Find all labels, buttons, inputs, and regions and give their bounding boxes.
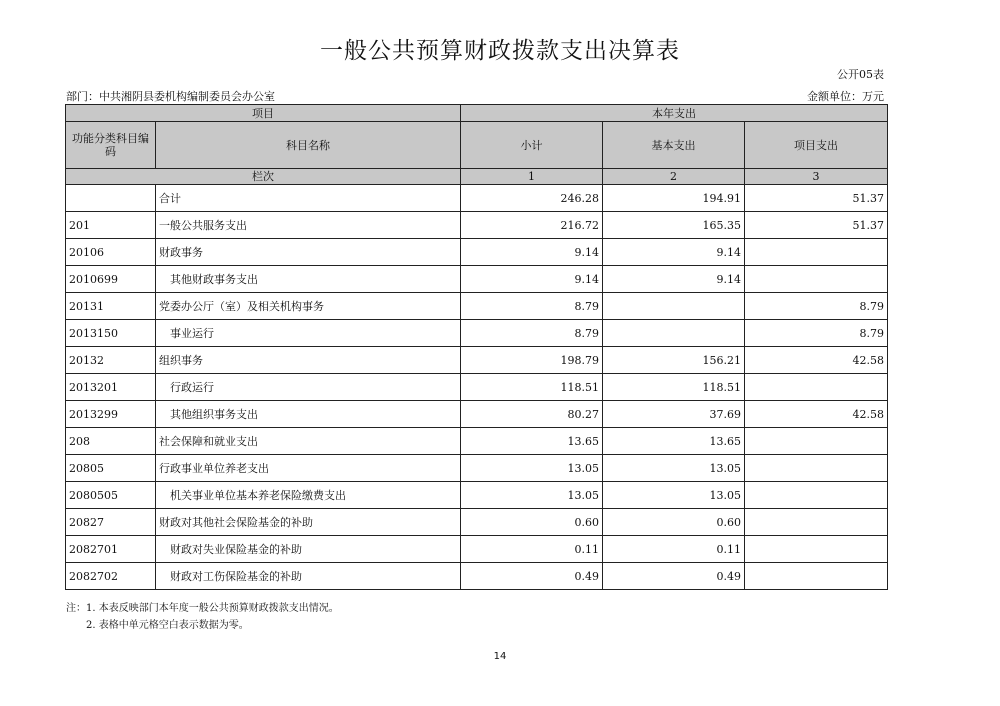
table-row — [66, 536, 888, 563]
cell-project: 51.37 — [745, 185, 888, 212]
cell-project — [745, 509, 888, 536]
cell-project — [745, 536, 888, 563]
cell-code: 20805 — [66, 455, 156, 482]
cell-project — [745, 266, 888, 293]
cell-name: 社会保障和就业支出 — [156, 428, 461, 455]
cell-project: 42.58 — [745, 347, 888, 374]
cell-basic: 13.05 — [603, 482, 745, 509]
cell-code: 2082701 — [66, 536, 156, 563]
cell-name: 事业运行 — [156, 320, 461, 347]
cell-code: 2082702 — [66, 563, 156, 590]
notes — [66, 600, 339, 634]
table-row — [66, 239, 888, 266]
note-1: 注：1. 本表反映部门本年度一般公共预算财政拨款支出情况。 — [66, 603, 339, 614]
page-number: 14 — [493, 651, 507, 662]
cell-project: 51.37 — [745, 212, 888, 239]
cell-name: 财政对其他社会保险基金的补助 — [156, 509, 461, 536]
cell-basic — [603, 293, 745, 320]
cell-subtotal: 13.05 — [461, 455, 603, 482]
cell-name: 组织事务 — [156, 347, 461, 374]
cell-basic: 0.49 — [603, 563, 745, 590]
table-row — [66, 293, 888, 320]
cell-project: 42.58 — [745, 401, 888, 428]
table-row — [66, 482, 888, 509]
table-row — [66, 428, 888, 455]
cell-basic: 37.69 — [603, 401, 745, 428]
cell-name: 其他财政事务支出 — [156, 266, 461, 293]
header-col-2: 2 — [603, 169, 745, 185]
table-row — [66, 563, 888, 590]
cell-name: 财政对工伤保险基金的补助 — [156, 563, 461, 590]
cell-code: 2013299 — [66, 401, 156, 428]
cell-basic: 0.60 — [603, 509, 745, 536]
cell-code: 20132 — [66, 347, 156, 374]
cell-code: 201 — [66, 212, 156, 239]
cell-subtotal: 0.11 — [461, 536, 603, 563]
cell-code: 2080505 — [66, 482, 156, 509]
cell-project — [745, 239, 888, 266]
cell-subtotal: 198.79 — [461, 347, 603, 374]
table-row — [66, 266, 888, 293]
cell-project: 8.79 — [745, 293, 888, 320]
cell-code: 20827 — [66, 509, 156, 536]
table-row — [66, 401, 888, 428]
cell-basic: 165.35 — [603, 212, 745, 239]
cell-code: 20131 — [66, 293, 156, 320]
cell-subtotal: 9.14 — [461, 239, 603, 266]
cell-subtotal: 13.65 — [461, 428, 603, 455]
cell-name: 党委办公厅（室）及相关机构事务 — [156, 293, 461, 320]
cell-basic: 118.51 — [603, 374, 745, 401]
cell-code: 2013150 — [66, 320, 156, 347]
header-current-year: 本年支出 — [461, 105, 888, 122]
note-2: 2. 表格中单元格空白表示数据为零。 — [86, 620, 249, 631]
cell-name: 其他组织事务支出 — [156, 401, 461, 428]
cell-name: 行政事业单位养老支出 — [156, 455, 461, 482]
cell-subtotal: 8.79 — [461, 293, 603, 320]
header-code: 功能分类科目编码 — [66, 122, 156, 169]
cell-name: 行政运行 — [156, 374, 461, 401]
header-row-3 — [66, 169, 888, 185]
header-col-1: 1 — [461, 169, 603, 185]
header-name: 科目名称 — [156, 122, 461, 169]
cell-project — [745, 428, 888, 455]
cell-subtotal: 13.05 — [461, 482, 603, 509]
cell-project — [745, 374, 888, 401]
cell-code — [66, 185, 156, 212]
header-col-3: 3 — [745, 169, 888, 185]
cell-code: 2010699 — [66, 266, 156, 293]
cell-name: 财政事务 — [156, 239, 461, 266]
cell-subtotal: 9.14 — [461, 266, 603, 293]
table-row — [66, 347, 888, 374]
cell-basic: 13.05 — [603, 455, 745, 482]
table-row — [66, 374, 888, 401]
cell-basic: 9.14 — [603, 266, 745, 293]
header-project: 项目 — [66, 105, 461, 122]
header-basic: 基本支出 — [603, 122, 745, 169]
cell-project: 8.79 — [745, 320, 888, 347]
page-title: 一般公共预算财政拨款支出决算表 — [320, 38, 680, 64]
cell-subtotal: 8.79 — [461, 320, 603, 347]
cell-subtotal: 118.51 — [461, 374, 603, 401]
table-row — [66, 320, 888, 347]
cell-project — [745, 563, 888, 590]
cell-name: 财政对失业保险基金的补助 — [156, 536, 461, 563]
cell-basic: 13.65 — [603, 428, 745, 455]
cell-basic: 194.91 — [603, 185, 745, 212]
table-row — [66, 185, 888, 212]
header-project-expense: 项目支出 — [745, 122, 888, 169]
unit-label: 金额单位：万元 — [807, 90, 884, 103]
header-column-index: 栏次 — [66, 169, 461, 185]
header-row-2 — [66, 122, 888, 169]
cell-name: 一般公共服务支出 — [156, 212, 461, 239]
cell-basic — [603, 320, 745, 347]
header-row-1 — [66, 105, 888, 122]
cell-code: 208 — [66, 428, 156, 455]
table-row — [66, 509, 888, 536]
cell-project — [745, 455, 888, 482]
cell-project — [745, 482, 888, 509]
cell-name: 机关事业单位基本养老保险缴费支出 — [156, 482, 461, 509]
table-row — [66, 455, 888, 482]
cell-basic: 156.21 — [603, 347, 745, 374]
cell-code: 20106 — [66, 239, 156, 266]
table-row — [66, 212, 888, 239]
cell-basic: 9.14 — [603, 239, 745, 266]
expenditure-table — [65, 104, 888, 590]
header-subtotal: 小计 — [461, 122, 603, 169]
form-number: 公开05表 — [837, 68, 884, 81]
cell-subtotal: 246.28 — [461, 185, 603, 212]
cell-subtotal: 80.27 — [461, 401, 603, 428]
cell-subtotal: 0.49 — [461, 563, 603, 590]
cell-subtotal: 0.60 — [461, 509, 603, 536]
cell-basic: 0.11 — [603, 536, 745, 563]
cell-name: 合计 — [156, 185, 461, 212]
cell-subtotal: 216.72 — [461, 212, 603, 239]
cell-code: 2013201 — [66, 374, 156, 401]
department-label: 部门：中共湘阴县委机构编制委员会办公室 — [66, 90, 275, 103]
